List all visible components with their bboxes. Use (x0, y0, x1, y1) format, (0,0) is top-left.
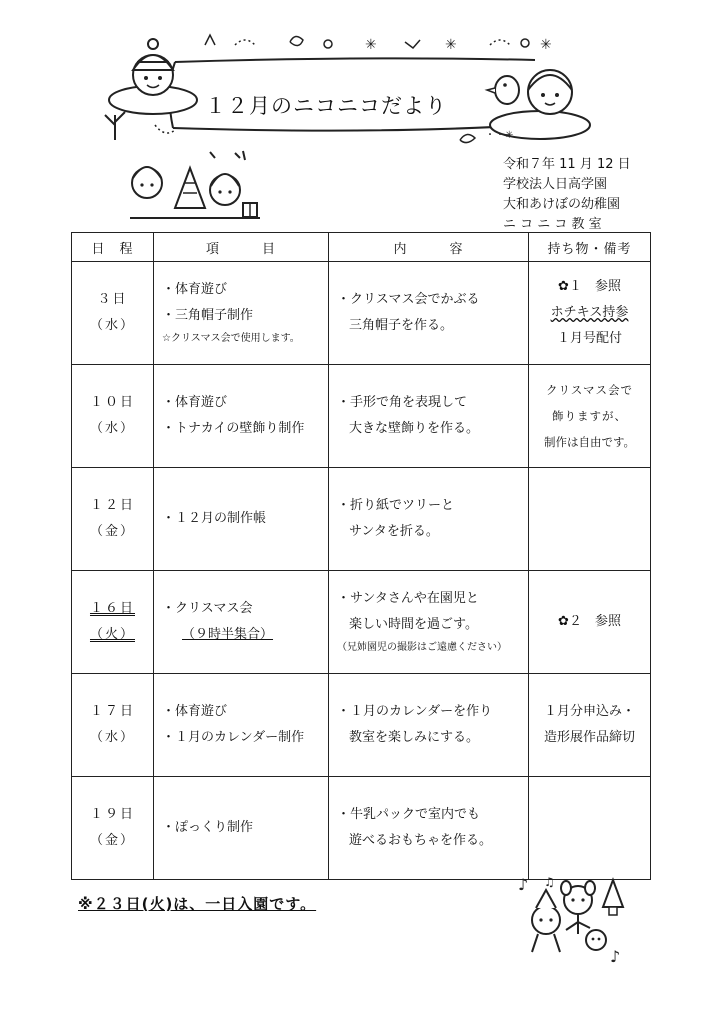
issue-date: 令和７年 11 月 12 日 (503, 157, 631, 172)
content-cell (329, 365, 529, 468)
music-animals-illustration (518, 872, 638, 967)
content-cell (329, 674, 529, 777)
content-line: 大きな壁飾りを作る。 (349, 421, 480, 436)
table-row (72, 777, 651, 880)
table-row (72, 674, 651, 777)
note-line: １月号配付 (556, 331, 622, 346)
weekday: （水） (89, 318, 135, 333)
weekday: （水） (89, 730, 135, 745)
item-line: ・１月のカレンダー制作 (162, 730, 305, 745)
content-line: 楽しい時間を過ごす。 (349, 617, 478, 632)
weekday: （火） (89, 627, 135, 642)
content-note: （兄姉園児の撮影はご遠慮ください） (337, 642, 507, 653)
content-line: ・手形で角を表現して (337, 395, 468, 410)
content-line: ・サンタさんや在園児と (337, 591, 479, 606)
page-title: １２月のニコニコだより (205, 94, 447, 118)
item-line: ・体育遊び (162, 704, 228, 719)
content-cell (329, 571, 529, 674)
item-cell (154, 262, 329, 365)
date-cell (72, 365, 154, 468)
item-line: ・体育遊び (162, 395, 228, 410)
item-cell (154, 674, 329, 777)
notes-cell (529, 468, 651, 571)
table-row (72, 571, 651, 674)
weekday: （金） (89, 524, 135, 539)
content-line: ・牛乳パックで室内でも (337, 807, 481, 822)
item-line: ・クリスマス会 (162, 601, 253, 616)
content-line: ・折り紙でツリーと (337, 498, 455, 513)
table-row (72, 262, 651, 365)
note-line: クリスマス会で (545, 383, 634, 397)
header-notes: 持ち物・備考 (529, 233, 651, 262)
school-name: 大和あけぼの幼稚園 (503, 197, 621, 212)
svg-text:✳: ✳ (365, 37, 377, 53)
item-line: ・体育遊び (162, 282, 228, 297)
svg-text:♫: ♫ (544, 875, 555, 889)
content-line: 三角帽子を作る。 (349, 318, 454, 333)
item-note: ☆クリスマス会で使用します。 (162, 333, 300, 344)
table-row (72, 468, 651, 571)
notes-cell (529, 777, 651, 880)
day: １０日 (89, 395, 135, 410)
classroom-name: ニ コ ニ コ 教 室 (503, 217, 602, 232)
day: ３日 (97, 292, 128, 307)
content-line: サンタを折る。 (349, 524, 439, 539)
item-line: ・１２月の制作帳 (162, 511, 267, 526)
date-cell (72, 674, 154, 777)
note-line: 制作は自由です。 (543, 435, 636, 449)
content-line: ・クリスマス会でかぶる (337, 292, 480, 307)
date-cell (72, 571, 154, 674)
svg-text:✳: ✳ (445, 37, 457, 53)
organization-name: 学校法人日高学園 (503, 177, 608, 192)
svg-text:・・✳: ・・✳ (485, 130, 514, 141)
note-line: 飾りますが、 (552, 409, 627, 423)
item-cell (154, 571, 329, 674)
item-cell (154, 365, 329, 468)
header-date: 日 程 (72, 233, 154, 262)
content-line: 遊べるおもちゃを作る。 (349, 833, 493, 848)
date-cell (72, 468, 154, 571)
item-line: ・三角帽子制作 (162, 308, 254, 323)
school-info (503, 155, 631, 235)
day: １９日 (89, 807, 135, 822)
item-cell (154, 777, 329, 880)
footer-note: ※２３日(火)は、一日入園です。 (78, 895, 317, 913)
item-line: ・ぽっくり制作 (162, 820, 254, 835)
table-row (72, 365, 651, 468)
notes-cell (529, 365, 651, 468)
christmas-kids-illustration (125, 148, 265, 226)
content-cell (329, 262, 529, 365)
date-cell (72, 777, 154, 880)
day: １６日 (89, 601, 135, 616)
day: １２日 (89, 498, 135, 513)
notes-cell (529, 262, 651, 365)
table-header-row (72, 233, 651, 262)
header-content: 内 容 (329, 233, 529, 262)
schedule-table (71, 232, 651, 880)
notes-cell (529, 571, 651, 674)
content-line: ・１月のカレンダーを作り (337, 704, 493, 719)
note-line: 造形展作品締切 (543, 730, 635, 745)
weekday: （水） (89, 421, 135, 436)
weekday: （金） (89, 833, 135, 848)
content-cell (329, 468, 529, 571)
date-cell (72, 262, 154, 365)
content-line: 教室を楽しみにする。 (349, 730, 480, 745)
item-line: （９時半集合） (182, 627, 274, 642)
header-item: 項 目 (154, 233, 329, 262)
svg-text:✳: ✳ (540, 37, 552, 53)
day: １７日 (89, 704, 135, 719)
note-line: １月分申込み・ (543, 704, 635, 719)
item-cell (154, 468, 329, 571)
notes-cell (529, 674, 651, 777)
svg-text:♪: ♪ (610, 947, 621, 966)
svg-text:♪: ♪ (518, 875, 529, 894)
content-cell (329, 777, 529, 880)
item-line: ・トナカイの壁飾り制作 (162, 421, 305, 436)
note-line: ホチキス持参 (550, 305, 629, 320)
note-line: ✿１ 参照 (558, 279, 621, 294)
note-line: ✿２ 参照 (558, 614, 621, 629)
